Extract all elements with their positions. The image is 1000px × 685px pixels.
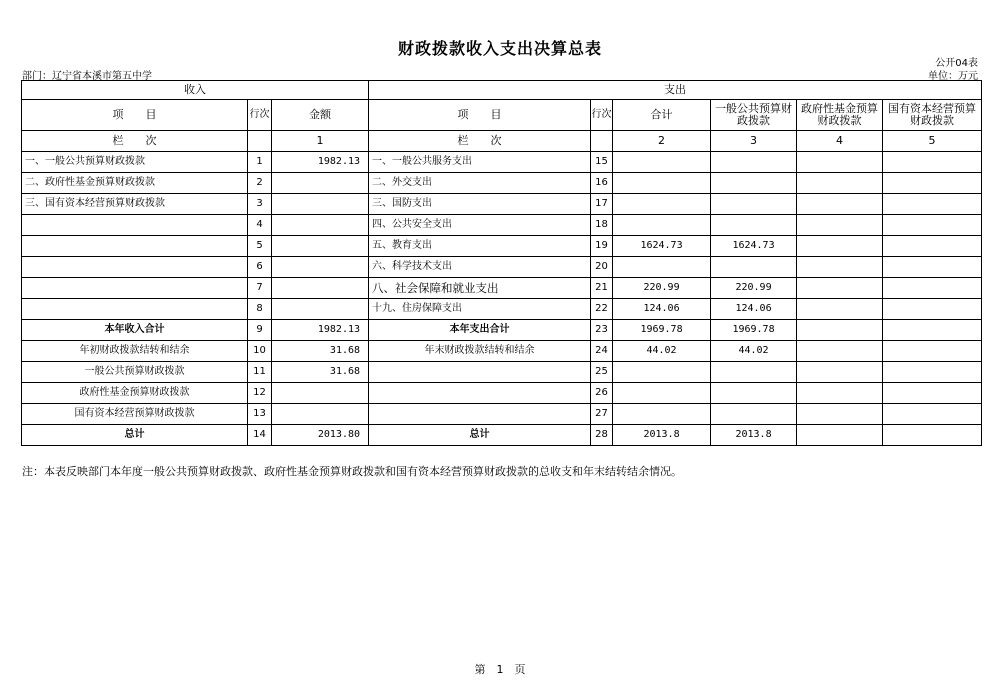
- expense-state-capital: [883, 425, 982, 446]
- expense-general: 44.02: [711, 341, 797, 362]
- income-item: [22, 278, 248, 299]
- income-row-no: 5: [248, 236, 272, 257]
- table-row: [22, 257, 982, 278]
- expense-state-capital: [883, 362, 982, 383]
- table-row: [22, 341, 982, 362]
- income-row-no: 12: [248, 383, 272, 404]
- expense-total: [613, 215, 711, 236]
- expense-subtotal-label: 本年支出合计: [369, 320, 591, 341]
- expense-state-capital: [883, 236, 982, 257]
- col-number-5: 5: [883, 131, 982, 152]
- income-row-no: 4: [248, 215, 272, 236]
- col-number-4: 4: [797, 131, 883, 152]
- income-row-no: 11: [248, 362, 272, 383]
- expense-grand-total-label: 总计: [369, 425, 591, 446]
- income-amount: [272, 194, 369, 215]
- expense-row-no: 16: [591, 173, 613, 194]
- income-item: [22, 236, 248, 257]
- expense-gov-fund: [797, 215, 883, 236]
- expense-total: [613, 173, 711, 194]
- table-row: [22, 194, 982, 215]
- expense-total: 44.02: [613, 341, 711, 362]
- income-amount: [272, 215, 369, 236]
- income-item-header: 项 目: [22, 100, 248, 131]
- income-item: 一、一般公共预算财政拨款: [22, 152, 248, 173]
- income-amount: 1982.13: [272, 320, 369, 341]
- expense-state-capital: [883, 215, 982, 236]
- income-item: [22, 299, 248, 320]
- expense-item: 四、公共安全支出: [369, 215, 591, 236]
- expense-total: 220.99: [613, 278, 711, 299]
- income-row-no: 8: [248, 299, 272, 320]
- table-row: [22, 236, 982, 257]
- income-amount: [272, 173, 369, 194]
- income-row-no: 2: [248, 173, 272, 194]
- expense-state-capital: [883, 341, 982, 362]
- expense-item: 年末财政拨款结转和结余: [369, 341, 591, 362]
- income-row-no: 14: [248, 425, 272, 446]
- header-row-section: [22, 81, 982, 100]
- expense-general: 1969.78: [711, 320, 797, 341]
- expense-row-no: 25: [591, 362, 613, 383]
- header-row-column-numbers: [22, 131, 982, 152]
- expense-item: 三、国防支出: [369, 194, 591, 215]
- income-item: 政府性基金预算财政拨款: [22, 383, 248, 404]
- col-number-2: 2: [613, 131, 711, 152]
- income-amount: [272, 236, 369, 257]
- expense-total: 1624.73: [613, 236, 711, 257]
- income-amount: [272, 299, 369, 320]
- expense-general: 124.06: [711, 299, 797, 320]
- unit-label: 单位：万元: [928, 71, 978, 82]
- expense-gov-fund: [797, 320, 883, 341]
- income-amount: 2013.80: [272, 425, 369, 446]
- income-amount: 31.68: [272, 362, 369, 383]
- expense-row-no: 21: [591, 278, 613, 299]
- expense-total: 1969.78: [613, 320, 711, 341]
- expense-general: [711, 215, 797, 236]
- income-grand-total-label: 总计: [22, 425, 248, 446]
- department-label: 部门：辽宁省本溪市第五中学: [22, 71, 152, 82]
- income-row-no: 9: [248, 320, 272, 341]
- expense-state-capital: [883, 404, 982, 425]
- expense-general: [711, 257, 797, 278]
- income-amount-header: 金额: [272, 100, 369, 131]
- income-row-no: 13: [248, 404, 272, 425]
- expense-item: 十九、住房保障支出: [369, 299, 591, 320]
- expense-state-capital: [883, 320, 982, 341]
- expense-total: [613, 404, 711, 425]
- expense-row-no: 24: [591, 341, 613, 362]
- expense-state-capital: [883, 299, 982, 320]
- expense-general: 220.99: [711, 278, 797, 299]
- table-row: [22, 299, 982, 320]
- expense-gov-fund: [797, 362, 883, 383]
- gov-fund-header: 政府性基金预算财政拨款: [797, 100, 883, 131]
- expense-header: 支出: [369, 81, 982, 100]
- expense-general: [711, 383, 797, 404]
- expense-item: 六、科学技术支出: [369, 257, 591, 278]
- income-column-label: 栏 次: [22, 131, 248, 152]
- col-number-1: 1: [272, 131, 369, 152]
- expense-row-no: 28: [591, 425, 613, 446]
- income-item: 国有资本经营预算财政拨款: [22, 404, 248, 425]
- empty-cell: [248, 131, 272, 152]
- expense-total: 2013.8: [613, 425, 711, 446]
- expense-rowno-header: 行次: [591, 100, 613, 131]
- expense-row-no: 20: [591, 257, 613, 278]
- budget-table: [21, 80, 982, 446]
- expense-item: [369, 383, 591, 404]
- state-capital-header: 国有资本经营预算财政拨款: [883, 100, 982, 131]
- expense-item: 八、社会保障和就业支出: [369, 278, 591, 299]
- expense-gov-fund: [797, 257, 883, 278]
- table-row: [22, 215, 982, 236]
- expense-item: [369, 362, 591, 383]
- expense-row-no: 17: [591, 194, 613, 215]
- expense-gov-fund: [797, 194, 883, 215]
- expense-total: 124.06: [613, 299, 711, 320]
- expense-item-header: 项 目: [369, 100, 591, 131]
- expense-row-no: 15: [591, 152, 613, 173]
- expense-gov-fund: [797, 152, 883, 173]
- expense-gov-fund: [797, 173, 883, 194]
- expense-total: [613, 383, 711, 404]
- expense-gov-fund: [797, 278, 883, 299]
- income-row-no: 10: [248, 341, 272, 362]
- expense-item: [369, 404, 591, 425]
- table-row: [22, 425, 982, 446]
- table-row: [22, 152, 982, 173]
- expense-gov-fund: [797, 341, 883, 362]
- expense-state-capital: [883, 278, 982, 299]
- expense-state-capital: [883, 194, 982, 215]
- expense-state-capital: [883, 152, 982, 173]
- table-row: [22, 173, 982, 194]
- expense-gov-fund: [797, 299, 883, 320]
- income-header: 收入: [22, 81, 369, 100]
- expense-row-no: 19: [591, 236, 613, 257]
- expense-item: 一、一般公共服务支出: [369, 152, 591, 173]
- income-amount: [272, 383, 369, 404]
- income-item: [22, 257, 248, 278]
- expense-total: [613, 194, 711, 215]
- header-row-columns: [22, 100, 982, 131]
- income-amount: 1982.13: [272, 152, 369, 173]
- expense-row-no: 26: [591, 383, 613, 404]
- table-row: [22, 320, 982, 341]
- table-row: [22, 278, 982, 299]
- expense-total: [613, 362, 711, 383]
- form-id: 公开04表: [935, 58, 978, 69]
- expense-general: [711, 194, 797, 215]
- report-title: 财政拨款收入支出决算总表: [397, 39, 602, 58]
- table-row: [22, 383, 982, 404]
- income-item: [22, 215, 248, 236]
- expense-row-no: 23: [591, 320, 613, 341]
- income-amount: [272, 278, 369, 299]
- income-row-no: 6: [248, 257, 272, 278]
- expense-total: [613, 257, 711, 278]
- expense-total-header: 合计: [613, 100, 711, 131]
- income-rowno-header: 行次: [248, 100, 272, 131]
- expense-state-capital: [883, 173, 982, 194]
- expense-gov-fund: [797, 383, 883, 404]
- table-row: [22, 362, 982, 383]
- expense-column-label: 栏 次: [369, 131, 591, 152]
- expense-state-capital: [883, 257, 982, 278]
- expense-state-capital: [883, 383, 982, 404]
- general-budget-header: 一般公共预算财政拨款: [711, 100, 797, 131]
- expense-total: [613, 152, 711, 173]
- income-item: 年初财政拨款结转和结余: [22, 341, 248, 362]
- expense-gov-fund: [797, 236, 883, 257]
- expense-row-no: 22: [591, 299, 613, 320]
- expense-row-no: 18: [591, 215, 613, 236]
- income-item: 三、国有资本经营预算财政拨款: [22, 194, 248, 215]
- expense-gov-fund: [797, 425, 883, 446]
- income-amount: 31.68: [272, 341, 369, 362]
- expense-item: 二、外交支出: [369, 173, 591, 194]
- table-row: [22, 404, 982, 425]
- income-item: 二、政府性基金预算财政拨款: [22, 173, 248, 194]
- income-item: 一般公共预算财政拨款: [22, 362, 248, 383]
- income-amount: [272, 404, 369, 425]
- income-row-no: 7: [248, 278, 272, 299]
- table-note: 注：本表反映部门本年度一般公共预算财政拨款、政府性基金预算财政拨款和国有资本经营预算财政拨款的总收支和年末结转结余情况。: [22, 465, 682, 478]
- income-amount: [272, 257, 369, 278]
- expense-gov-fund: [797, 404, 883, 425]
- page-number: 第 1 页: [474, 663, 526, 676]
- expense-general: [711, 173, 797, 194]
- expense-row-no: 27: [591, 404, 613, 425]
- expense-general: 1624.73: [711, 236, 797, 257]
- col-number-3: 3: [711, 131, 797, 152]
- expense-general: [711, 404, 797, 425]
- income-subtotal-label: 本年收入合计: [22, 320, 248, 341]
- expense-general: [711, 152, 797, 173]
- expense-item: 五、教育支出: [369, 236, 591, 257]
- empty-cell: [591, 131, 613, 152]
- income-row-no: 3: [248, 194, 272, 215]
- expense-general: [711, 362, 797, 383]
- income-row-no: 1: [248, 152, 272, 173]
- expense-general: 2013.8: [711, 425, 797, 446]
